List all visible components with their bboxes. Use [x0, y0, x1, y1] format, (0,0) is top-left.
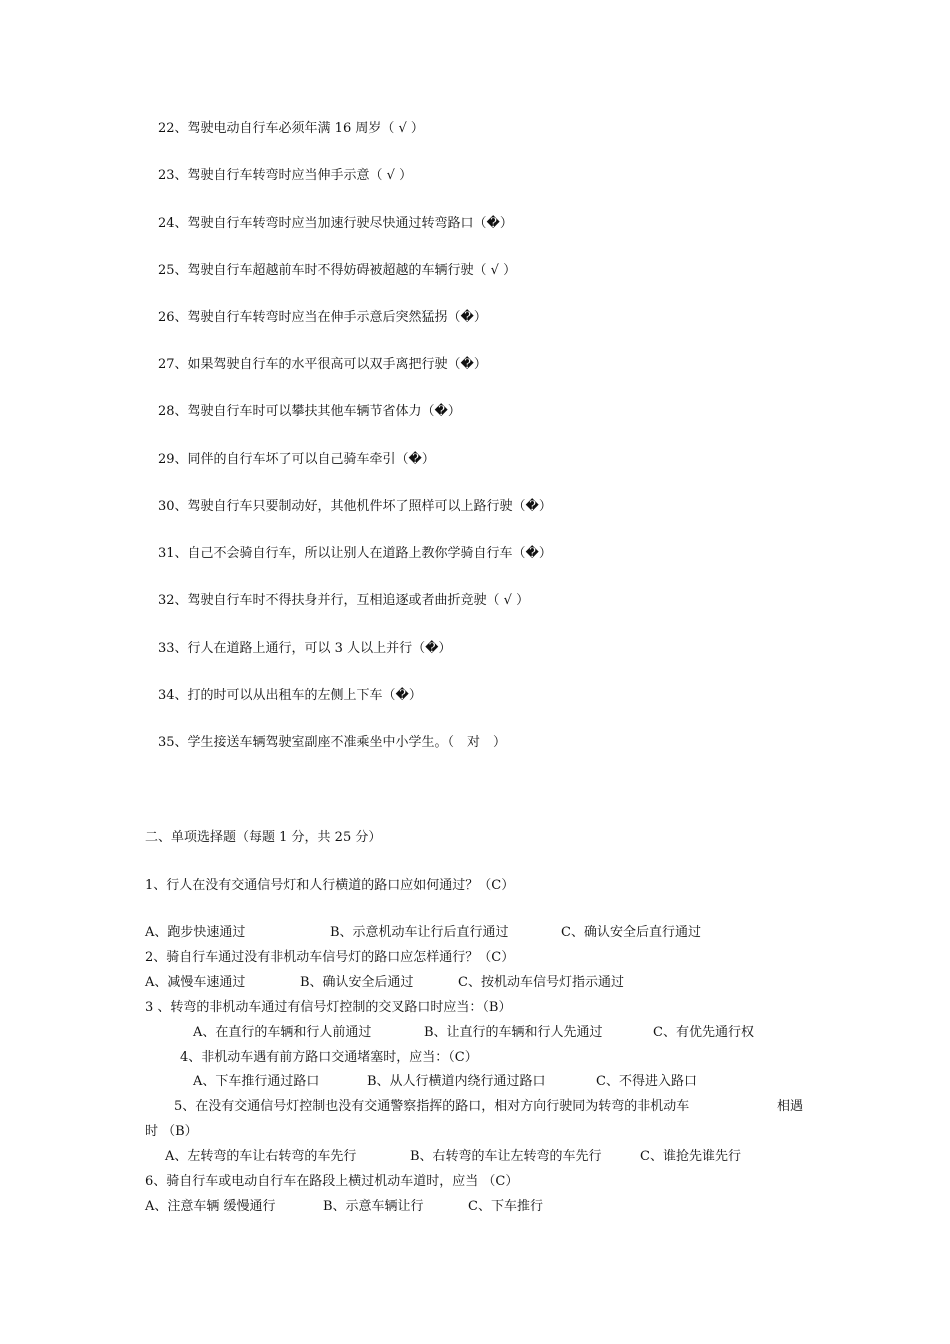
option-c: C、下车推行	[468, 1199, 543, 1214]
tf-item-27: 27、如果驾驶自行车的水平很高可以双手离把行驶（�）	[158, 357, 487, 372]
tf-item-26: 26、驾驶自行车转弯时应当在伸手示意后突然猛拐（�）	[158, 310, 487, 325]
tf-item-24: 24、驾驶自行车转弯时应当加速行驶尽快通过转弯路口（�）	[158, 216, 513, 231]
question-text-continued: 时 （B）	[145, 1124, 198, 1139]
section-heading: 二、单项选择题（每题 1 分，共 25 分）	[145, 830, 382, 845]
option-a: A、在直行的车辆和行人前通过	[193, 1025, 372, 1040]
tf-item-33: 33、行人在道路上通行，可以 3 人以上并行（�）	[158, 641, 452, 656]
question-text: 2、骑自行车通过没有非机动车信号灯的路口应怎样通行？（C）	[145, 950, 515, 965]
tf-item-22: 22、驾驶电动自行车必须年满 16 周岁（ √ ）	[158, 121, 424, 136]
tf-item-28: 28、驾驶自行车时可以攀扶其他车辆节省体力（�）	[158, 404, 461, 419]
option-a: A、下车推行通过路口	[193, 1074, 320, 1089]
tf-item-32: 32、驾驶自行车时不得扶身并行，互相追逐或者曲折竞驶（ √ ）	[158, 593, 530, 608]
tf-item-35: 35、学生接送车辆驾驶室副座不准乘坐中小学生。（ 对 ）	[158, 735, 507, 750]
option-c: C、谁抢先谁先行	[640, 1149, 741, 1164]
question-text: 3 、转弯的非机动车通过有信号灯控制的交叉路口时应当：（B）	[145, 1000, 512, 1015]
tf-item-31: 31、自己不会骑自行车，所以让别人在道路上教你学骑自行车（�）	[158, 546, 552, 561]
option-c: C、确认安全后直行通过	[561, 925, 701, 940]
tf-item-34: 34、打的时可以从出租车的左侧上下车（�）	[158, 688, 422, 703]
option-c: C、不得进入路口	[596, 1074, 697, 1089]
option-a: A、减慢车速通过	[145, 975, 246, 990]
option-b: B、右转弯的车让左转弯的车先行	[410, 1149, 602, 1164]
option-b: B、确认安全后通过	[300, 975, 414, 990]
option-a: A、跑步快速通过	[145, 925, 246, 940]
option-b: B、示意车辆让行	[323, 1199, 424, 1214]
option-b: B、从人行横道内绕行通过路口	[367, 1074, 546, 1089]
option-a: A、左转弯的车让右转弯的车先行	[165, 1149, 357, 1164]
option-c: C、按机动车信号灯指示通过	[458, 975, 624, 990]
question-text: 5、在没有交通信号灯控制也没有交通警察指挥的路口，相对方向行驶同为转弯的非机动车	[174, 1099, 690, 1114]
option-b: B、示意机动车让行后直行通过	[330, 925, 509, 940]
question-text-tail: 相遇	[777, 1099, 804, 1114]
tf-item-30: 30、驾驶自行车只要制动好，其他机件坏了照样可以上路行驶（�）	[158, 499, 552, 514]
tf-item-25: 25、驾驶自行车超越前车时不得妨碍被超越的车辆行驶（ √ ）	[158, 263, 517, 278]
option-b: B、让直行的车辆和行人先通过	[424, 1025, 603, 1040]
option-a: A、注意车辆 缓慢通行	[145, 1199, 276, 1214]
question-text: 4、非机动车遇有前方路口交通堵塞时，应当：（C）	[180, 1050, 478, 1065]
question-text: 6、骑自行车或电动自行车在路段上横过机动车道时，应当 （C）	[145, 1174, 519, 1189]
option-c: C、有优先通行权	[653, 1025, 754, 1040]
tf-item-29: 29、同伴的自行车坏了可以自己骑车牵引（�）	[158, 452, 435, 467]
question-text: 1、行人在没有交通信号灯和人行横道的路口应如何通过？（C）	[145, 878, 515, 893]
tf-item-23: 23、驾驶自行车转弯时应当伸手示意（ √ ）	[158, 168, 413, 183]
